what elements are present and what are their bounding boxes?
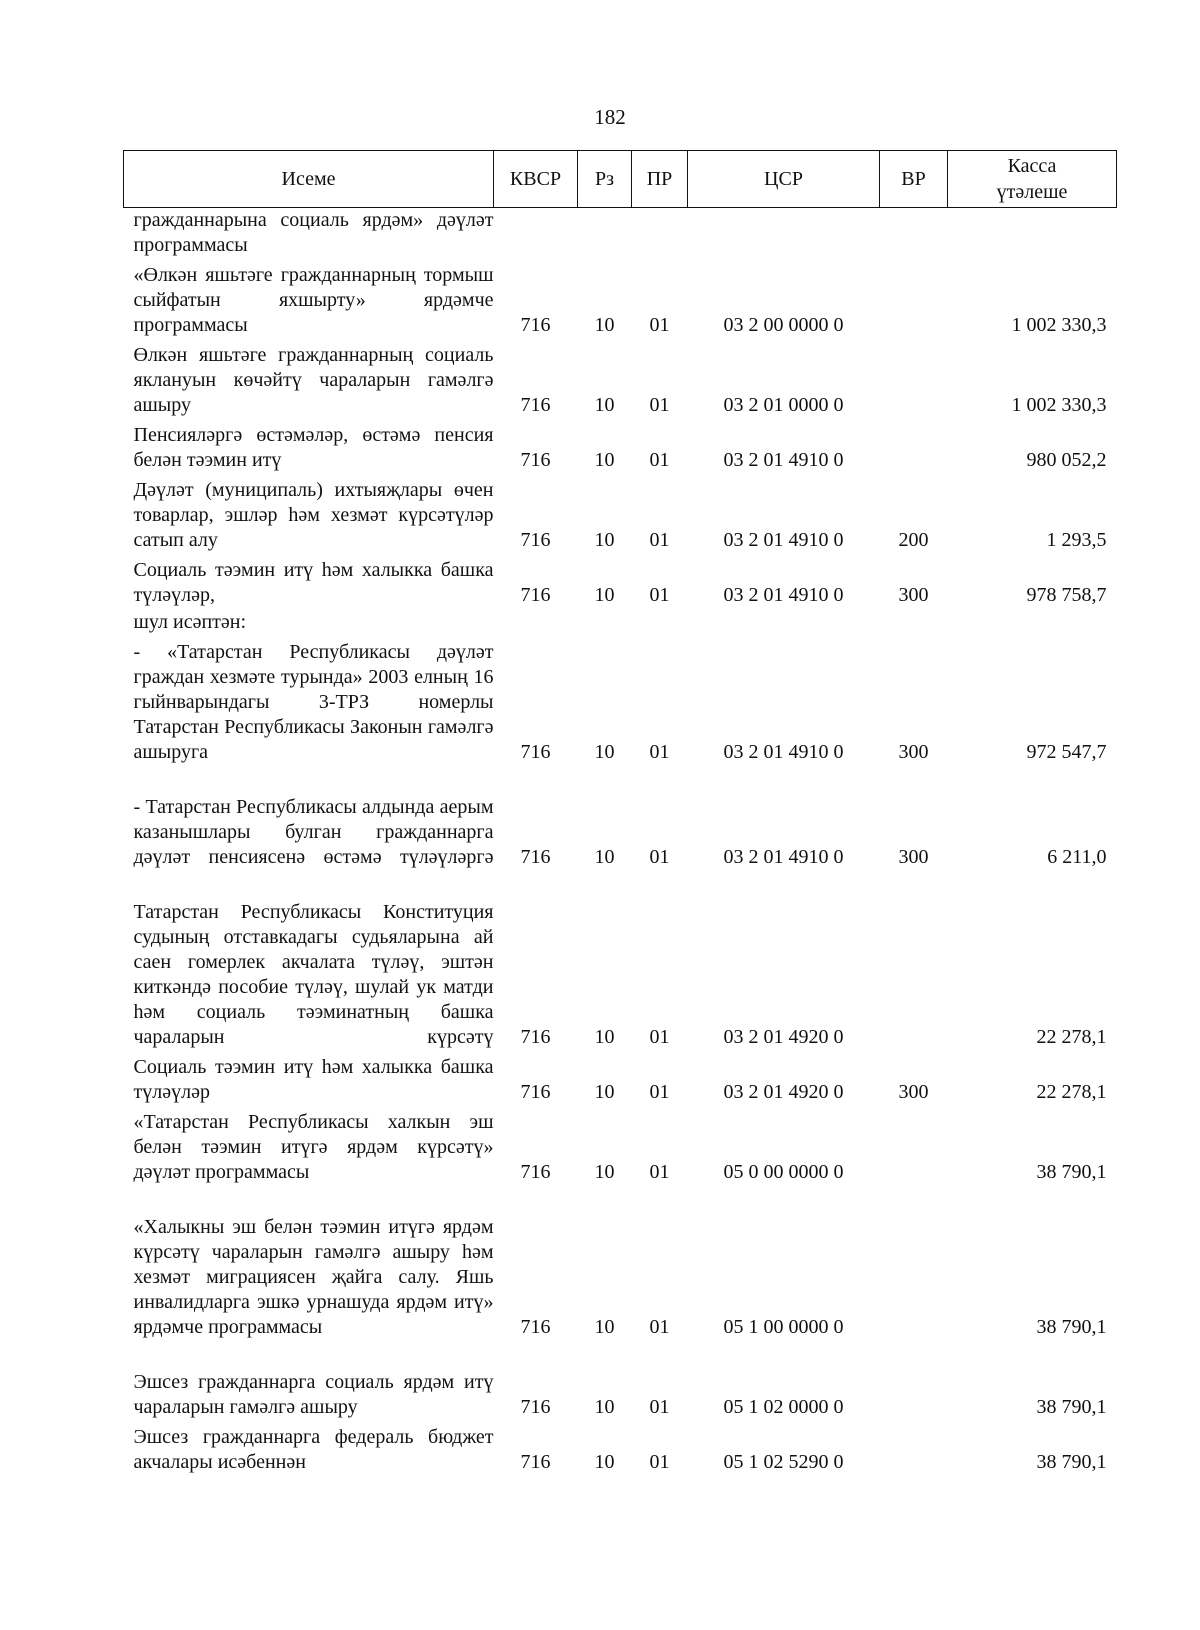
cell-kassa: 6 211,0 — [1047, 846, 1107, 868]
cell-rz: 10 — [594, 449, 615, 471]
cell-kassa: 22 278,1 — [1036, 1081, 1107, 1103]
cell-rz: 10 — [594, 394, 615, 416]
cell-kvsr — [494, 610, 578, 637]
cell-name: Эшсез гражданнарга федераль бюджет акчалары исәбеннән — [133, 1426, 494, 1473]
cell-pr: 01 — [649, 846, 670, 868]
cell-kassa: 1 002 330,3 — [1011, 314, 1107, 336]
cell-pr: 01 — [649, 449, 670, 471]
header-kassa-line2: үтәлеше — [996, 181, 1068, 203]
cell-vr — [880, 1107, 948, 1187]
cell-rz: 10 — [594, 1026, 615, 1048]
cell-kvsr: 716 — [520, 394, 551, 416]
cell-rz: 10 — [594, 1161, 615, 1183]
table-body — [124, 208, 1117, 1478]
cell-pr: 01 — [649, 314, 670, 336]
header-rz: Рз — [578, 151, 632, 208]
header-vr: ВР — [880, 151, 948, 208]
table-row — [124, 610, 1117, 637]
cell-kvsr — [494, 208, 578, 261]
cell-kvsr: 716 — [520, 1026, 551, 1048]
cell-pr: 01 — [649, 1026, 670, 1048]
cell-kvsr: 716 — [520, 1161, 551, 1183]
cell-vr: 300 — [898, 1081, 929, 1103]
table-row — [124, 555, 1117, 610]
cell-csr: 03 2 01 4910 0 — [723, 741, 844, 763]
cell-vr — [880, 420, 948, 475]
cell-csr: 05 1 00 0000 0 — [723, 1316, 844, 1338]
cell-kvsr: 716 — [520, 314, 551, 336]
page-number: 182 — [594, 105, 626, 129]
cell-name: Эшсез гражданнарга социаль ярдәм итү чараларын гамәлгә ашыру — [133, 1371, 494, 1418]
cell-vr — [880, 1342, 948, 1422]
cell-csr: 03 2 01 4910 0 — [723, 449, 844, 471]
cell-kassa — [948, 208, 1117, 261]
cell-vr: 300 — [898, 584, 929, 606]
cell-vr — [880, 1422, 948, 1477]
budget-table — [123, 150, 1117, 1477]
cell-vr: 200 — [898, 529, 929, 551]
cell-kvsr: 716 — [520, 846, 551, 868]
cell-kassa: 38 790,1 — [1036, 1161, 1107, 1183]
table-header — [124, 151, 1117, 208]
cell-kvsr: 716 — [520, 529, 551, 551]
header-kassa — [948, 151, 1117, 208]
cell-name: Социаль тәэмин итү һәм халыкка башка түләүләр — [133, 1056, 494, 1103]
cell-rz: 10 — [594, 584, 615, 606]
cell-rz: 10 — [594, 1396, 615, 1418]
cell-kassa — [948, 610, 1117, 637]
cell-kassa: 972 547,7 — [1026, 741, 1107, 763]
cell-name: шул исәптән: — [133, 611, 247, 633]
cell-vr — [880, 208, 948, 261]
table-row — [124, 208, 1117, 261]
header-kassa-line1: Касса — [1007, 155, 1057, 177]
cell-csr: 05 0 00 0000 0 — [723, 1161, 844, 1183]
cell-vr: 300 — [898, 846, 929, 868]
cell-vr — [880, 340, 948, 420]
table-row — [124, 1342, 1117, 1422]
cell-rz: 10 — [594, 529, 615, 551]
cell-pr: 01 — [649, 529, 670, 551]
cell-pr — [632, 610, 688, 637]
cell-pr: 01 — [649, 1161, 670, 1183]
table-row — [124, 1052, 1117, 1107]
table-row — [124, 637, 1117, 767]
cell-pr: 01 — [649, 394, 670, 416]
cell-rz: 10 — [594, 846, 615, 868]
cell-name: «Өлкән яшьтәге гражданнарның тормыш сыйфатын яхшырту» ярдәмче программасы — [133, 264, 494, 336]
cell-kassa: 38 790,1 — [1036, 1451, 1107, 1473]
table-row — [124, 1107, 1117, 1187]
cell-csr: 03 2 01 4910 0 — [723, 529, 844, 551]
cell-rz: 10 — [594, 1316, 615, 1338]
header-pr: ПР — [632, 151, 688, 208]
cell-csr: 03 2 01 4920 0 — [723, 1081, 844, 1103]
cell-kvsr: 716 — [520, 449, 551, 471]
cell-kassa: 1 293,5 — [1046, 529, 1107, 551]
table-row — [124, 340, 1117, 420]
table-row — [124, 767, 1117, 872]
table-row — [124, 475, 1117, 555]
cell-kvsr: 716 — [520, 741, 551, 763]
cell-name: Татарстан Республикасы Конституция судының отставкадагы судьяларына ай саен гомерлек акчалата түләү, эштән киткәндә пособие түләү, шулай ук матди һәм социаль тәэминатның башка чараларын күрсәтү — [133, 901, 494, 1048]
cell-rz: 10 — [594, 1081, 615, 1103]
header-kvsr: КВСР — [494, 151, 578, 208]
cell-pr — [632, 208, 688, 261]
cell-pr: 01 — [649, 1451, 670, 1473]
cell-pr: 01 — [649, 1396, 670, 1418]
cell-kvsr: 716 — [520, 1316, 551, 1338]
cell-pr: 01 — [649, 1081, 670, 1103]
cell-rz: 10 — [594, 1451, 615, 1473]
cell-name: Өлкән яшьтәге гражданнарның социаль яклануын көчәйтү чараларын гамәлгә ашыру — [133, 344, 494, 416]
cell-kvsr: 716 — [520, 1396, 551, 1418]
cell-vr — [880, 260, 948, 340]
cell-pr: 01 — [649, 584, 670, 606]
cell-vr — [880, 610, 948, 637]
cell-kassa: 22 278,1 — [1036, 1026, 1107, 1048]
cell-kassa: 1 002 330,3 — [1011, 394, 1107, 416]
cell-name: - «Татарстан Республикасы дәүләт граждан хезмәте турында» 2003 елның 16 гыйнварындагы 3-ТРЗ номерлы Татарстан Республикасы Законын гамәлгә ашыруга — [133, 641, 494, 763]
cell-pr: 01 — [649, 1316, 670, 1338]
cell-vr — [880, 872, 948, 1052]
table-row — [124, 260, 1117, 340]
cell-csr: 03 2 01 4920 0 — [723, 1026, 844, 1048]
cell-rz: 10 — [594, 314, 615, 336]
cell-kvsr: 716 — [520, 1081, 551, 1103]
cell-kassa: 978 758,7 — [1026, 584, 1107, 606]
cell-csr: 05 1 02 0000 0 — [723, 1396, 844, 1418]
cell-kassa: 980 052,2 — [1026, 449, 1107, 471]
table-row — [124, 420, 1117, 475]
cell-csr: 03 2 01 4910 0 — [723, 846, 844, 868]
table-row — [124, 872, 1117, 1052]
cell-name: - Татарстан Республикасы алдында аерым казанышлары булган гражданнарга дәүләт пенсиясенә өстәмә түләүләргә — [133, 796, 494, 868]
cell-name: «Халыкны эш белән тәэмин итүгә ярдәм күрсәтү чараларын гамәлгә ашыру һәм хезмәт миграциясен җайга салу. Яшь инвалидларга эшкә урнашуда ярдәм итү» ярдәмче программасы — [133, 1216, 494, 1338]
cell-csr — [688, 610, 880, 637]
cell-vr — [880, 1187, 948, 1342]
cell-kvsr: 716 — [520, 584, 551, 606]
cell-csr — [688, 208, 880, 261]
cell-name: гражданнарына социаль ярдәм» дәүләт программасы — [133, 209, 494, 256]
cell-csr: 03 2 01 0000 0 — [723, 394, 844, 416]
header-name: Исеме — [124, 151, 494, 208]
cell-rz — [578, 208, 632, 261]
cell-kvsr: 716 — [520, 1451, 551, 1473]
cell-vr: 300 — [898, 741, 929, 763]
cell-pr: 01 — [649, 741, 670, 763]
cell-csr: 05 1 02 5290 0 — [723, 1451, 844, 1473]
cell-kassa: 38 790,1 — [1036, 1316, 1107, 1338]
header-csr: ЦСР — [688, 151, 880, 208]
table-row — [124, 1187, 1117, 1342]
cell-csr: 03 2 01 4910 0 — [723, 584, 844, 606]
cell-rz: 10 — [594, 741, 615, 763]
cell-name: «Татарстан Республикасы халкын эш белән тәэмин итүгә ярдәм күрсәтү» дәүләт программасы — [133, 1111, 494, 1183]
table-row — [124, 1422, 1117, 1477]
cell-name: Пенсияләргә өстәмәләр, өстәмә пенсия белән тәэмин итү — [133, 424, 494, 471]
cell-kassa: 38 790,1 — [1036, 1396, 1107, 1418]
cell-name: Дәүләт (муниципаль) ихтыяҗлары өчен товарлар, эшләр һәм хезмәт күрсәтүләр сатып алу — [133, 479, 494, 551]
cell-rz — [578, 610, 632, 637]
cell-name: Социаль тәэмин итү һәм халыкка башка түләүләр, — [133, 559, 494, 606]
cell-csr: 03 2 00 0000 0 — [723, 314, 844, 336]
